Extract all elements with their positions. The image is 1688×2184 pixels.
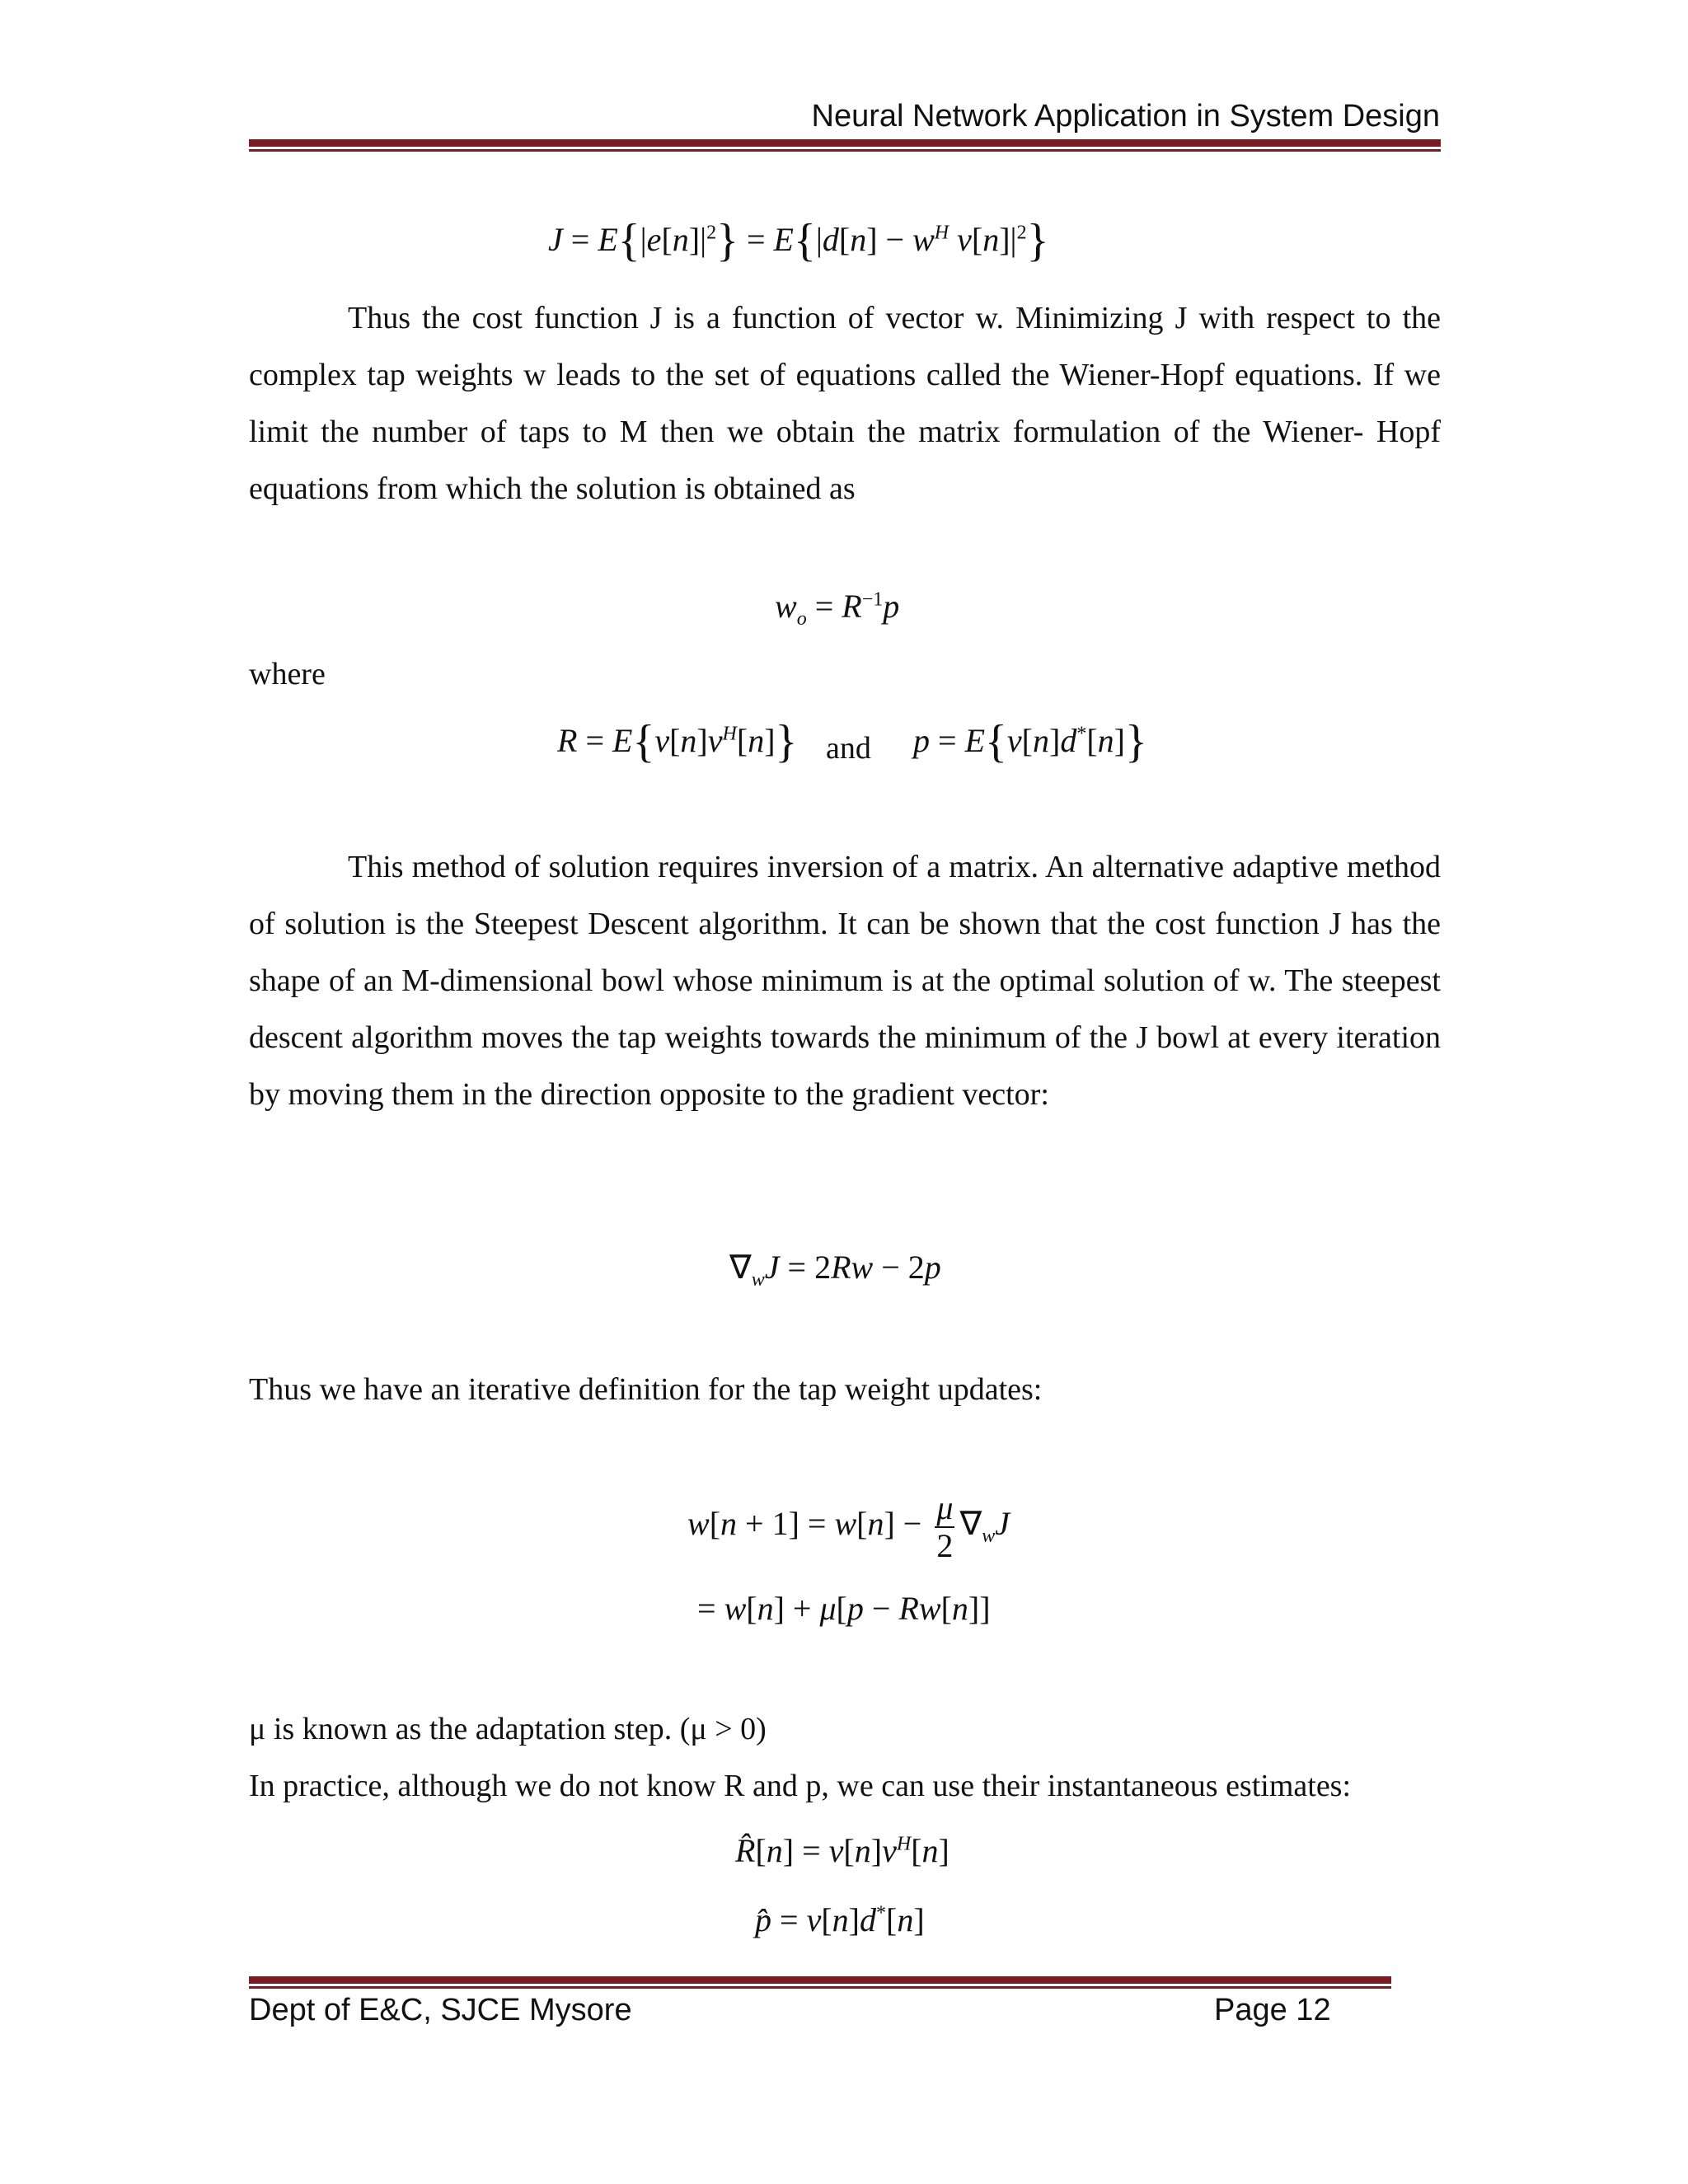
update-equation-line1: w[n + 1] = w[n] − $\frac{\mu}{2}$ $\nabla_wJ$	[687, 1489, 1010, 1564]
footer-department: Dept of E&C, SJCE Mysore	[249, 1993, 632, 2027]
and-word: and	[826, 731, 871, 766]
R-definition-equation: $R = E\{v[n]v^H[n]\}$	[557, 716, 798, 767]
update-equation-line2: = w[n] + μ[p − Rw[n]]	[697, 1590, 991, 1627]
paragraph-instantaneous-estimates: In practice, although we do not know R and p, we can use their instantaneous estimates:	[249, 1769, 1352, 1803]
cost-function-equation: $J = E\{|e[n]|^2\} = E\{|d[n] - w^H$ $v[n]|^2$}	[548, 215, 1049, 266]
footer-rule-thick	[249, 1976, 1391, 1984]
page-header-title: Neural Network Application in System Design	[811, 99, 1440, 134]
header-rule-thin	[249, 149, 1441, 152]
paragraph-iterative-definition: Thus we have an iterative definition for the tap weight updates:	[249, 1372, 1043, 1407]
footer-page-number: Page 12	[1214, 1993, 1331, 2027]
mu-adaptation-note: μ is known as the adaptation step. (μ > 0)	[249, 1712, 767, 1746]
p-definition-equation: p = E{v[n]d*[n]}	[913, 716, 1147, 767]
paragraph-steepest-descent: This method of solution requires inversion of a matrix. An alternative adaptive method of solution is the Steepest Descent algorithm. It can be shown that the cost function J has the shape of an M-dimensional bowl whose minimum is at the optimal solution of w. The steepest descent algorithm moves the tap weights towards the minimum of the J bowl at every iteration by moving them in the direction opposite to the gradient vector:	[249, 850, 1441, 1112]
wiener-solution-equation: $w_o = R^{-1}p$	[775, 588, 900, 630]
header-rule-thick	[249, 139, 1441, 147]
R-hat-equation: R̂[n] = $v[n]v^H[n]$	[735, 1832, 950, 1869]
footer-rule-thin	[249, 1986, 1391, 1989]
gradient-equation: $\nabla_wJ = 2Rw - 2p$	[729, 1249, 941, 1291]
paragraph-cost-function: Thus the cost function J is a function of vector w. Minimizing J with respect to the complex tap weights w leads to the set of equations called the Wiener-Hopf equations. If we limit the number of taps to M then we obtain the matrix formulation of the Wiener- Hopf equations from which the solution is obtained as	[249, 301, 1441, 506]
p-hat-equation: p̂ = v[n]d*[n]	[755, 1901, 925, 1938]
where-label: where	[249, 657, 326, 691]
